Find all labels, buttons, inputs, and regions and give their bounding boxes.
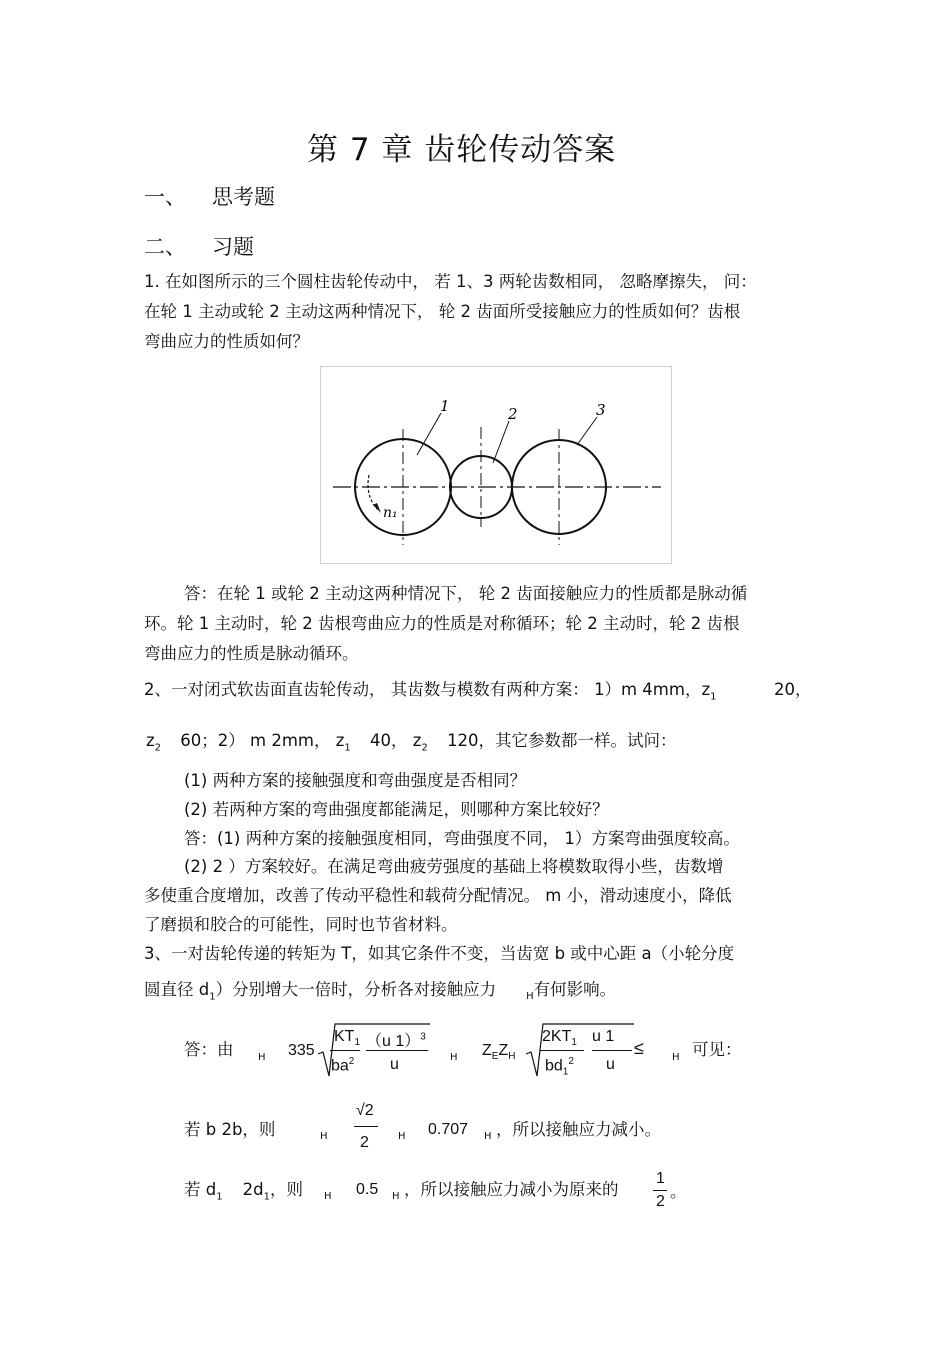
q1-answer-line2: 环。轮 1 主动时，轮 2 齿根弯曲应力的性质是对称循环；轮 2 主动时，轮 2 齿根 [144, 614, 740, 633]
q1-line2: 在轮 1 主动或轮 2 主动这两种情况下， 轮 2 齿面所受接触应力的性质如何？齿根 [144, 302, 741, 321]
frac-bar-3 [540, 1050, 584, 1051]
section-number-2: 二、 [144, 235, 186, 259]
case-d-end: 。 [670, 1182, 687, 1201]
formula-2kt: 2KT [542, 1028, 572, 1045]
case-d-value: 0.5 [356, 1181, 379, 1198]
frac-bar-4 [592, 1050, 632, 1051]
case-d-prefix: 若 d [184, 1180, 217, 1199]
formula-ba-exp: 2 [348, 1056, 355, 1067]
leader-1 [417, 413, 441, 455]
gear-label-1: 1 [440, 397, 450, 415]
formula-sub-h3: H [672, 1052, 680, 1063]
formula-u1-paren [366, 1028, 426, 1051]
case-d-sub2: 1 [263, 1191, 270, 1203]
frac-bar-2 [366, 1050, 428, 1051]
q2-line2 [146, 731, 677, 758]
leader-3 [577, 417, 597, 445]
case-d-sub-h1: H [324, 1191, 332, 1202]
case-d-frac-bar [653, 1190, 667, 1191]
frac-bar-1 [330, 1050, 360, 1051]
q2-line1-text: 2、一对闭式软齿面直齿轮传动， 其齿数与模数有两种方案： 1）m 4mm，z [144, 680, 711, 699]
case-b-sqrt2: √2 [356, 1102, 374, 1119]
q1-answer-line1: 答：在轮 1 或轮 2 主动这两种情况下， 轮 2 齿面接触应力的性质都是脉动循 [184, 584, 748, 603]
formula-kt-sub: 1 [354, 1037, 361, 1049]
q2-line1 [144, 680, 716, 707]
formula-coef: 335 [288, 1042, 315, 1059]
arrow-head-icon [373, 503, 381, 513]
case-d-sub-h2: H [392, 1191, 400, 1202]
page-title: 第 7 章 齿轮传动答案 [307, 132, 617, 168]
gear-diagram [321, 367, 671, 563]
leader-2 [493, 421, 509, 463]
formula-ba2 [331, 1056, 354, 1075]
q2-line2-part2: 40， z [370, 731, 422, 750]
gear-label-2: 2 [508, 405, 518, 423]
formula-2kt-sub: 1 [571, 1037, 577, 1049]
formula-den-u: u [390, 1056, 399, 1073]
gear-label-3: 3 [596, 401, 606, 419]
formula-ze: Z [482, 1042, 492, 1059]
q3-line2 [144, 980, 616, 1007]
case-d-then: ，则 [269, 1180, 303, 1199]
formula-ze-sub: E [491, 1051, 499, 1063]
formula-bd: bd [545, 1057, 563, 1075]
formula-u-plus-1: u 1 [592, 1028, 615, 1045]
case-b-sub-h3: H [484, 1131, 492, 1142]
rotation-label: n₁ [383, 505, 398, 521]
case-d-suffix: ，所以接触应力减小为原来的 [404, 1180, 619, 1199]
q1-answer-line3: 弯曲应力的性质是脉动循环。 [144, 644, 359, 663]
q2-z2-symbol: z [146, 731, 155, 750]
section-number-1: 一、 [144, 185, 186, 209]
formula-prefix: 答：由 [184, 1040, 234, 1059]
q2-z2-sub-b: 2 [421, 742, 428, 754]
formula-bd1 [545, 1056, 574, 1078]
section-label-thinking: 思考题 [212, 185, 275, 209]
case-d-line [184, 1180, 303, 1207]
case-b-den: 2 [360, 1134, 369, 1151]
formula-zezh [482, 1042, 515, 1062]
q2-answer-line1: 答：(1) 两种方案的接触强度相同，弯曲强度不同， 1）方案弯曲强度较高。 [184, 829, 740, 848]
formula-den-u2: u [606, 1056, 615, 1073]
formula-ba: ba [331, 1057, 349, 1075]
q2-line2-part3: 120，其它参数都一样。试问： [447, 731, 677, 750]
case-b-value: 0.707 [428, 1121, 469, 1138]
q2-line1-tail: 20， [774, 680, 812, 699]
case-b-suffix: ，所以接触应力减小。 [496, 1120, 661, 1139]
case-b-frac-bar [354, 1126, 378, 1127]
formula-kt: KT [334, 1028, 355, 1045]
gear-figure [320, 366, 672, 564]
q2-sub1: (1) 两种方案的接触强度和弯曲强度是否相同？ [184, 771, 527, 790]
q3-line2-b: ）分别增大一倍时，分析各对接触应力 [215, 980, 497, 999]
case-d-mid: 2d [242, 1180, 264, 1199]
q3-sigmaH-sub: H [526, 991, 534, 1003]
case-b-sub-h1: H [320, 1131, 328, 1142]
formula-2kt1 [542, 1028, 577, 1048]
case-b-sub-h2: H [398, 1131, 406, 1142]
formula-leq: ≤ [634, 1038, 644, 1058]
q1-line3: 弯曲应力的性质如何？ [144, 332, 309, 351]
formula-bd-exp: 2 [568, 1056, 574, 1067]
formula-paren-exp: 3 [420, 1031, 426, 1043]
formula-paren: （u 1） [366, 1033, 421, 1050]
q2-answer-line3: 多使重合度增加，改善了传动平稳性和载荷分配情况。 m 小，滑动速度小，降低 [144, 886, 732, 905]
case-d-frac-num: 1 [656, 1170, 665, 1187]
q2-line2-part1: 60；2） m 2mm， z [180, 731, 345, 750]
formula-suffix: 可见： [692, 1040, 742, 1059]
formula-zh: Z [498, 1042, 509, 1059]
section-label-exercises: 习题 [212, 235, 254, 259]
q3-line2-c: 有何影响。 [533, 980, 617, 999]
case-d-frac-den: 2 [656, 1193, 665, 1210]
q3-d1-sub: 1 [209, 991, 216, 1003]
q2-answer-line4: 了磨损和胶合的可能性，同时也节省材料。 [144, 915, 458, 934]
formula-sub-h1: H [258, 1052, 266, 1063]
q3-line1: 3、一对齿轮传递的转矩为 T，如其它条件不变，当齿宽 b 或中心距 a（小轮分度 [144, 944, 735, 963]
q1-line1: 1. 在如图所示的三个圆柱齿轮传动中， 若 1、3 两轮齿数相同， 忽略摩擦失， 问： [144, 272, 757, 291]
q2-z1-sub: 1 [710, 691, 717, 703]
q2-z1-sub-b: 1 [344, 742, 351, 754]
formula-zh-sub: H [508, 1051, 516, 1063]
q3-line2-a: 圆直径 d [144, 980, 210, 999]
formula-bd-sub: 1 [562, 1066, 569, 1078]
q2-answer-line2: (2) 2 ）方案较好。在满足弯曲疲劳强度的基础上将模数取得小些，齿数增 [184, 857, 724, 876]
q2-sub2: (2) 若两种方案的弯曲强度都能满足，则哪种方案比较好？ [184, 800, 609, 819]
q2-z2-sub: 2 [154, 742, 162, 754]
case-b-prefix: 若 b 2b，则 [184, 1120, 276, 1139]
formula-kt1 [334, 1028, 360, 1048]
formula-sub-h2: H [450, 1052, 458, 1063]
case-d-sub1: 1 [216, 1191, 223, 1203]
